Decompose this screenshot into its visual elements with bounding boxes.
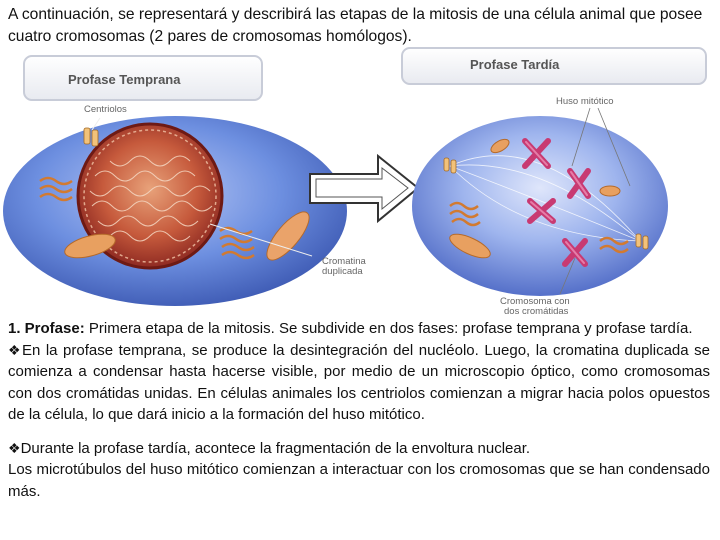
- label-huso: Huso mitótico: [556, 96, 614, 107]
- label-cromosoma-1: Cromosoma con: [500, 296, 570, 307]
- section-heading: 1. Profase:: [8, 320, 85, 337]
- right-title: Profase Tardía: [470, 57, 560, 72]
- bullet-icon: ❖: [8, 341, 22, 358]
- paragraph-3: [8, 438, 710, 460]
- paragraph-3-text: Durante la profase tardía, acontece la fragmentación de la envoltura nuclear.: [20, 439, 531, 457]
- left-title-box: [24, 56, 262, 100]
- paragraph-2-text: En la profase temprana, se produce la desintegración del nucléolo. Luego, la cromatina duplicada se comienza a condensar hasta hacerse visible, por medio de un microscopio óptico, como cromosomas con dos cromátidas unidas. En células animales los centriolos comienzan a migrar hacia polos opuestos de la célula, lo que dará inicio a la formación del huso mitótico.: [8, 341, 710, 423]
- mitosis-figure: [0, 46, 720, 316]
- late-prophase-cell: [412, 108, 668, 296]
- paragraph-4-text: Los microtúbulos del huso mitótico comienzan a interactuar con los cromosomas que se han condensado más.: [8, 461, 710, 500]
- label-cromatina-1: Cromatina: [322, 256, 366, 267]
- paragraph-1-text: Primera etapa de la mitosis. Se subdivide en dos fases: profase temprana y profase tardía.: [84, 320, 693, 337]
- label-centriolos: Centriolos: [84, 104, 127, 115]
- left-title: Profase Temprana: [68, 72, 181, 87]
- right-title-box: [402, 48, 706, 84]
- label-cromatina-2: duplicada: [322, 266, 363, 277]
- bullet-icon: ❖: [8, 439, 21, 456]
- body-text: [8, 318, 710, 502]
- paragraph-1: [8, 318, 710, 340]
- paragraph-4: [8, 459, 710, 502]
- early-prophase-cell: [3, 116, 347, 306]
- paragraph-2: [8, 340, 710, 426]
- label-cromosoma-2: dos cromátidas: [504, 306, 569, 316]
- intro-text: A continuación, se representará y describirá las etapas de la mitosis de una célula animal que posee cuatro cromosomas (2 pares de cromosomas homólogos).: [8, 6, 703, 45]
